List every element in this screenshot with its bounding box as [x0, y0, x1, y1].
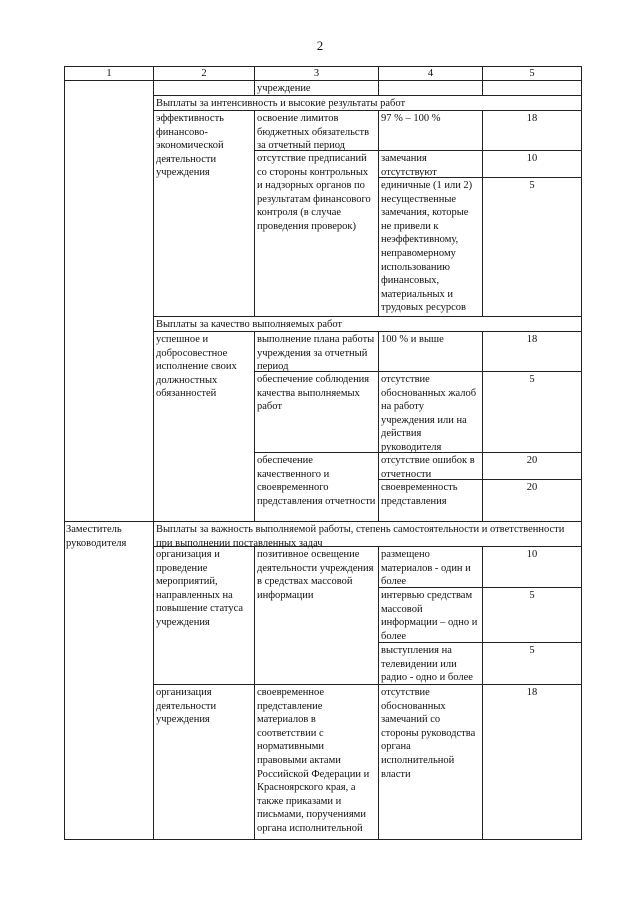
criterion-cell: успешное и добросовестное исполнение своих должностных обязанностей	[156, 334, 237, 400]
position-cell: Заместитель руководителя	[66, 524, 127, 549]
section-title: Выплаты за качество выполняемых работ	[156, 319, 343, 330]
indicator-cell: единичные (1 или 2) несущественные замечания, которые не привели к неэффективному, неправомерному использованию финансовых, материальных и трудовых ресурсов	[381, 180, 473, 314]
indicator-cell: отсутствие ошибок в отчетности	[381, 455, 475, 480]
column-header-2: 2	[201, 68, 207, 79]
condition-cell: позитивное освещение деятельности учреждения в средствах массовой информации	[257, 549, 374, 601]
condition-cell: освоение лимитов бюджетных обязательств за отчетный период	[257, 113, 370, 152]
indicator-cell: замечания отсутствуют	[381, 153, 437, 178]
points-cell: 10	[526, 549, 538, 560]
points-cell: 5	[529, 645, 535, 656]
section-title: Выплаты за важность выполняемой работы, степень самостоятельности и ответственности при выполнении поставленных задач	[156, 524, 565, 549]
condition-cell: своевременное представление материалов в соответствии с нормативными правовыми актами Российской Федерации и Красноярского края, а также приказами и письмами, поручениями органа исполнительной	[257, 687, 370, 834]
criterion-cell: организация и проведение мероприятий, направленных на повышение статуса учреждения	[156, 549, 244, 628]
condition-cell: обеспечение качественного и своевременного представления отчетности	[257, 455, 376, 507]
column-header-5: 5	[529, 68, 535, 79]
points-cell: 20	[526, 482, 538, 493]
points-cell: 10	[526, 153, 538, 164]
condition-cell: выполнение плана работы учреждения за отчетный период	[257, 334, 375, 373]
indicator-cell: отсутствие обоснованных жалоб на работу учреждения или на действия руководителя	[381, 374, 477, 453]
column-header-1: 1	[106, 68, 112, 79]
indicator-cell: отсутствие обоснованных замечаний со стороны руководства органа исполнительной власти	[381, 687, 476, 780]
indicator-cell: интервью средствам массовой информации – одно и более	[381, 590, 478, 642]
points-cell: 5	[529, 180, 535, 191]
points-cell: 18	[526, 113, 538, 124]
column-header-3: 3	[313, 68, 320, 79]
criterion-cell: организация деятельности учреждения	[156, 687, 217, 726]
criterion-cell: эффективность финансово-экономической деятельности учреждения	[156, 113, 224, 179]
indicator-cell: размещено материалов - один и более	[381, 549, 471, 588]
indicator-cell: выступления на телевидении или радио - одно и более	[381, 645, 473, 684]
indicator-cell: 97 % – 100 %	[381, 113, 441, 124]
column-header-4: 4	[427, 68, 434, 79]
condition-cell: отсутствие предписаний со стороны контрольных и надзорных органов по результатам финансового контроля (в случае проведения проверок)	[257, 153, 371, 232]
section-title: Выплаты за интенсивность и высокие результаты работ	[156, 98, 406, 109]
condition-cell: обеспечение соблюдения качества выполняемых работ	[257, 374, 370, 413]
page-number: 2	[316, 38, 324, 53]
points-cell: 18	[526, 334, 538, 345]
indicator-cell: своевременность представления	[381, 482, 458, 507]
indicator-cell: 100 % и выше	[381, 334, 444, 345]
points-cell: 18	[526, 687, 538, 698]
points-cell: 20	[526, 455, 538, 466]
continuation-text: учреждение	[257, 83, 311, 94]
points-cell: 5	[529, 374, 535, 385]
points-cell: 5	[529, 590, 535, 601]
